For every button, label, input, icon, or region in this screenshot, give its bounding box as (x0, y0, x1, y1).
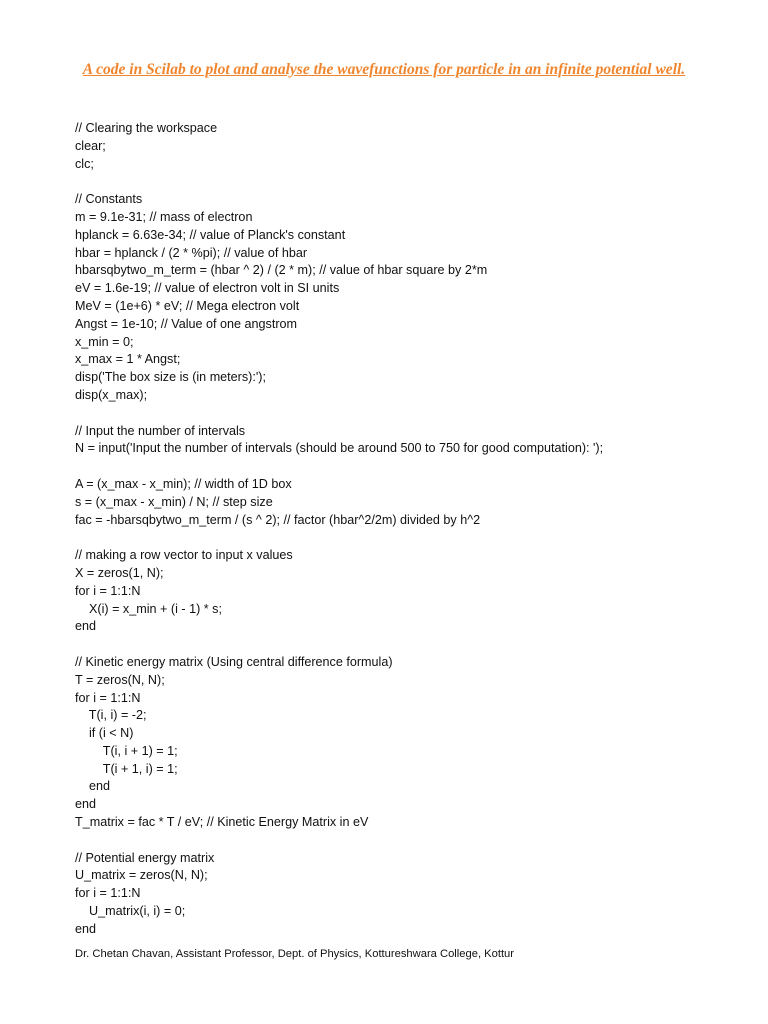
code-line (75, 173, 715, 191)
code-line: // Constants (75, 192, 143, 207)
code-line: disp('The box size is (in meters):'); (75, 370, 266, 385)
code-line: for i = 1:1:N (75, 690, 141, 705)
code-line: // Clearing the workspace (75, 121, 218, 135)
code-line: end (75, 921, 97, 936)
code-line: clc; (75, 156, 94, 171)
code-line: end (75, 779, 111, 794)
code-line: Angst = 1e-10; // Value of one angstrom (75, 316, 298, 331)
code-line: // making a row vector to input x values (75, 548, 293, 563)
code-line: MeV = (1e+6) * eV; // Mega electron volt (75, 298, 300, 313)
code-line: fac = -hbarsqbytwo_m_term / (s ^ 2); // factor (hbar^2/2m) divided by h^2 (75, 512, 481, 527)
document-title: A code in Scilab to plot and analyse the wavefunctions for particle in an infinite potential well. (82, 61, 686, 78)
code-line: T(i + 1, i) = 1; (75, 761, 178, 776)
code-line: if (i < N) (75, 726, 134, 741)
page-footer: Dr. Chetan Chavan, Assistant Professor, Dept. of Physics, Kottureshwara College, Kottur (75, 948, 515, 960)
code-line: // Potential energy matrix (75, 850, 215, 865)
code-line: T = zeros(N, N); (75, 672, 165, 687)
code-line: A = (x_max - x_min); // width of 1D box (75, 476, 292, 491)
code-line: T(i, i) = -2; (75, 708, 147, 723)
code-line: U_matrix = zeros(N, N); (75, 868, 208, 883)
code-line: T(i, i + 1) = 1; (75, 743, 178, 758)
code-line (75, 405, 715, 423)
code-line: T_matrix = fac * T / eV; // Kinetic Energy Matrix in eV (75, 815, 369, 830)
code-line: for i = 1:1:N (75, 583, 141, 598)
code-line: U_matrix(i, i) = 0; (75, 904, 186, 919)
code-line: X = zeros(1, N); (75, 565, 164, 580)
code-line: clear; (75, 138, 106, 153)
code-line: disp(x_max); (75, 387, 148, 402)
code-line (75, 636, 715, 654)
code-line (75, 529, 715, 547)
code-line: hbarsqbytwo_m_term = (hbar ^ 2) / (2 * m); // value of hbar square by 2*m (75, 263, 488, 278)
code-line: for i = 1:1:N (75, 886, 141, 901)
code-line: hplanck = 6.63e-34; // value of Planck's constant (75, 227, 346, 242)
code-line: N = input('Input the number of intervals (should be around 500 to 750 for good computation): '); (75, 441, 604, 456)
code-line: // Input the number of intervals (75, 423, 246, 438)
code-line: // Kinetic energy matrix (Using central difference formula) (75, 654, 393, 669)
code-line: hbar = hplanck / (2 * %pi); // value of hbar (75, 245, 308, 260)
code-line: eV = 1.6e-19; // value of electron volt in SI units (75, 281, 340, 296)
code-line: m = 9.1e-31; // mass of electron (75, 209, 253, 224)
code-line: end (75, 619, 97, 634)
code-line (75, 832, 715, 850)
code-line (75, 458, 715, 476)
code-line: s = (x_max - x_min) / N; // step size (75, 494, 273, 509)
code-line: x_max = 1 * Angst; (75, 352, 181, 367)
code-block (75, 120, 715, 939)
code-line: x_min = 0; (75, 334, 134, 349)
code-line: X(i) = x_min + (i - 1) * s; (75, 601, 222, 616)
code-line: end (75, 797, 97, 812)
